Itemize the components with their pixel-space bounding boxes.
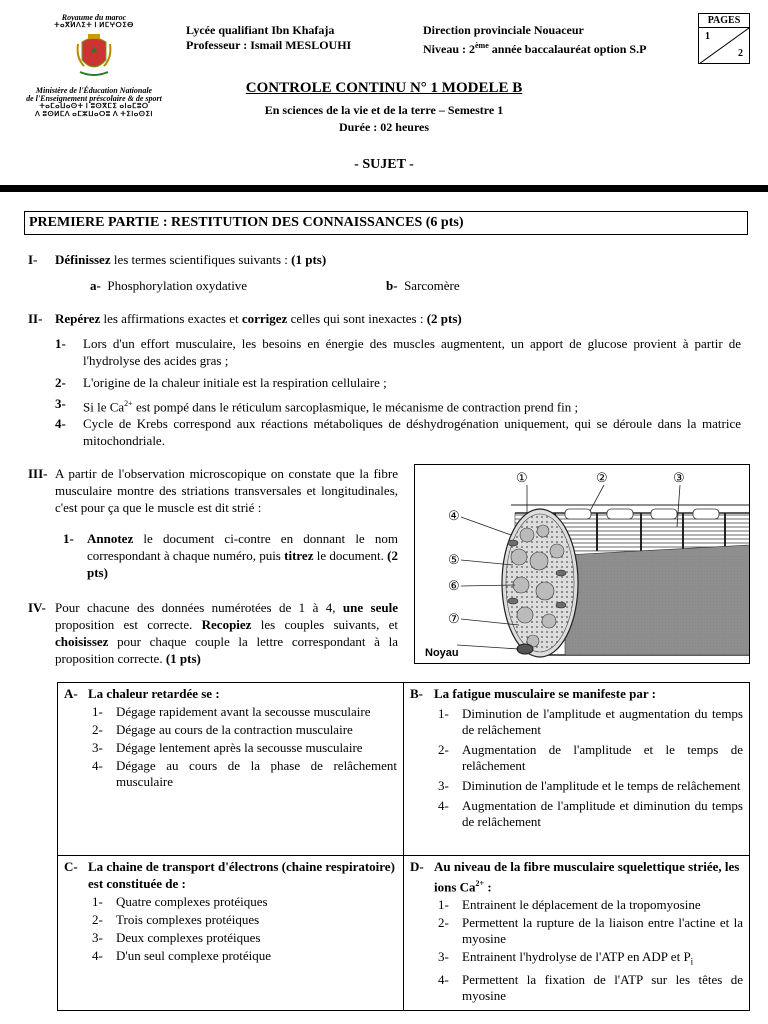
- term-a: a- Phosphorylation oxydative: [90, 278, 248, 293]
- option-c3: 3- Deux complexes protéiques: [92, 930, 261, 945]
- ministry-fr-1: Ministère de l'Éducation Nationale: [35, 85, 153, 95]
- level: Niveau : 2ème année baccalauréat option S.P: [423, 41, 647, 56]
- option-a1: 1- Dégage rapidement avant la secousse musculaire: [92, 704, 371, 719]
- option-a3: 3- Dégage lentement après la secousse musculaire: [92, 740, 363, 755]
- direction-name: Direction provinciale Nouaceur: [423, 23, 584, 37]
- statement-4: 4- Cycle de Krebs correspond aux réactions métaboliques de déshydrogénation uniquement, qui se déroule dans la matrice mitochondriale.: [55, 416, 741, 448]
- coat-of-arms-icon: [74, 32, 114, 80]
- muscle-fiber-drawing: [415, 465, 750, 664]
- option-b1: 1- Diminution de l'amplitude et augmentation du temps de relâchement: [438, 706, 743, 737]
- pages-box: [698, 13, 750, 64]
- page-current: 1: [705, 31, 710, 42]
- option-c4: 4- D'un seul complexe protéique: [92, 948, 272, 963]
- header-divider: [0, 185, 768, 192]
- nucleus-label: Noyau: [425, 647, 459, 659]
- page-total: 2: [738, 48, 743, 59]
- exam-title: CONTROLE CONTINU N° 1 MODELE B: [245, 80, 523, 96]
- ministry-fr-2: de l'Enseignement préscolaire & de sport: [26, 93, 162, 103]
- option-a4: 4- Dégage au cours de la phase de relâchement musculaire: [92, 758, 397, 789]
- mcq-cell-d: D- Au niveau de la fibre musculaire squelettique striée, les ions $Ca^{2+}$ : 1- Entrainent le déplacement de la tropomyosine 2- Permettent la rupture de la liaison entre l'actine et la myosine 3- Entrainent l'hydrolyse de l'ATP en ADP et $P_i$ 4- Permettent la fixation de l'ATP sur les têtes de myosine: [404, 856, 750, 1011]
- label-2: ②: [596, 470, 608, 485]
- mcq-table: [57, 682, 750, 1011]
- question-3-task: 1- Annotez le document ci-contre en donnant le nom correspondant à chaque numéro, puis titrez le document. (2 pts): [63, 531, 398, 580]
- mcq-cell-c: C- La chaine de transport d'électrons (chaine respiratoire) est constituée de : 1- Quatre complexes protéiques 2- Trois complexes protéiques 3- Deux complexes protéiques 4- D'un seul complexe protéique: [58, 856, 404, 1011]
- term-b: b- Sarcomère: [386, 278, 460, 293]
- part-one-heading: PREMIERE PARTIE : RESTITUTION DES CONNAISSANCES (6 pts): [24, 211, 748, 235]
- ministry-tifinagh-1: ⵜⴰⵎⴰⵡⴰⵙⵜ ⵏ ⵓⵙⴳⵎⵉ ⴰⵏⴰⵎⵓⵔ: [39, 102, 149, 111]
- option-d1: 1- Entrainent le déplacement de la tropomyosine: [438, 897, 701, 913]
- question-1: I- Définissez les termes scientifiques suivants : (1 pts): [28, 252, 327, 267]
- label-3: ③: [673, 470, 685, 485]
- kingdom-fr: Royaume du maroc: [61, 13, 127, 22]
- exam-duration: Durée : 02 heures: [338, 120, 430, 134]
- option-d3: 3- Entrainent l'hydrolyse de l'ATP en ADP et $P_i$: [438, 949, 694, 967]
- label-4: ④: [448, 508, 460, 523]
- exam-subject: En sciences de la vie et de la terre – Semestre 1: [264, 103, 504, 117]
- mcq-cell-a: A- La chaleur retardée se : 1- Dégage rapidement avant la secousse musculaire 2- Dégage au cours de la contraction musculaire 3- Dégage lentement après la secousse musculaire 4- Dégage au cours de la phase de relâchement musculaire: [58, 683, 404, 856]
- option-c2: 2- Trois complexes protéiques: [92, 912, 260, 927]
- mcq-cell-b: B- La fatigue musculaire se manifeste par : 1- Diminution de l'amplitude et augmentation du temps de relâchement 2- Augmentation de l'amplitude et le temps de relâchement 3- Diminution de l'amplitude et le temps de relâchement 4- Augmentation de l'amplitude et diminution du temps de relâchement: [404, 683, 750, 856]
- pages-label: PAGES: [699, 14, 749, 28]
- question-3: III- A partir de l'observation microscopique on constate que la fibre musculaire montre des striations transversales et longitudinales, c'est pour ça que le muscle est dit strié :: [28, 466, 398, 515]
- option-b3: 3- Diminution de l'amplitude et le temps de relâchement: [438, 778, 741, 793]
- label-7: ⑦: [448, 611, 460, 626]
- option-d4: 4- Permettent la fixation de l'ATP sur les têtes de myosine: [438, 971, 743, 1003]
- statement-3: 3- Si le $Ca^{2+}$ est pompé dans le réticulum sarcoplasmique, le mécanisme de contraction prend fin ;: [55, 396, 579, 415]
- statement-1: 1- Lors d'un effort musculaire, les besoins en énergie des muscles augmentent, un apport de glucose provient à partir de l'hydrolyse des acides gras ;: [55, 336, 741, 368]
- option-a2: 2- Dégage au cours de la contraction musculaire: [92, 722, 353, 737]
- kingdom-tifinagh: ⵜⴰⴳⵍⴷⵉⵜ ⵏ ⵍⵎⵖⵔⵉⴱ: [54, 21, 134, 30]
- question-4: IV- Pour chacune des données numérotées de 1 à 4, une seule proposition est correcte. Recopiez les couples suivants, et choisissez pour chaque couple la lettre correspondant à la proposition correcte. (1 pts): [28, 600, 399, 666]
- option-d2: 2- Permettent la rupture de la liaison entre l'actine et la myosine: [438, 915, 743, 947]
- muscle-fiber-diagram: [414, 464, 750, 664]
- label-6: ⑥: [448, 578, 460, 593]
- option-b4: 4- Augmentation de l'amplitude et diminution du temps de relâchement: [438, 798, 743, 829]
- school-block: [186, 23, 351, 53]
- question-2: II- Repérez les affirmations exactes et corrigez celles qui sont inexactes : (2 pts): [28, 311, 462, 326]
- label-1: ①: [516, 470, 528, 485]
- school-name: Lycée qualifiant Ibn Khafaja: [186, 23, 335, 37]
- sujet-heading: - SUJET -: [354, 157, 414, 172]
- label-5: ⑤: [448, 552, 460, 567]
- ministry-tifinagh-2: ⴷ ⵓⵙⵍⵎⴷ ⴰⵎⵣⵡⴰⵔⵓ ⴷ ⵜⵉⵏⴰⵙⵉⵏ: [35, 109, 153, 118]
- statement-2: 2- L'origine de la chaleur initiale est la respiration cellulaire ;: [55, 375, 387, 390]
- direction-block: [423, 23, 646, 57]
- option-b2: 2- Augmentation de l'amplitude et le temps de relâchement: [438, 742, 743, 773]
- option-c1: 1- Quatre complexes protéiques: [92, 894, 268, 909]
- teacher-name: Professeur : Ismail MESLOUHI: [186, 38, 352, 52]
